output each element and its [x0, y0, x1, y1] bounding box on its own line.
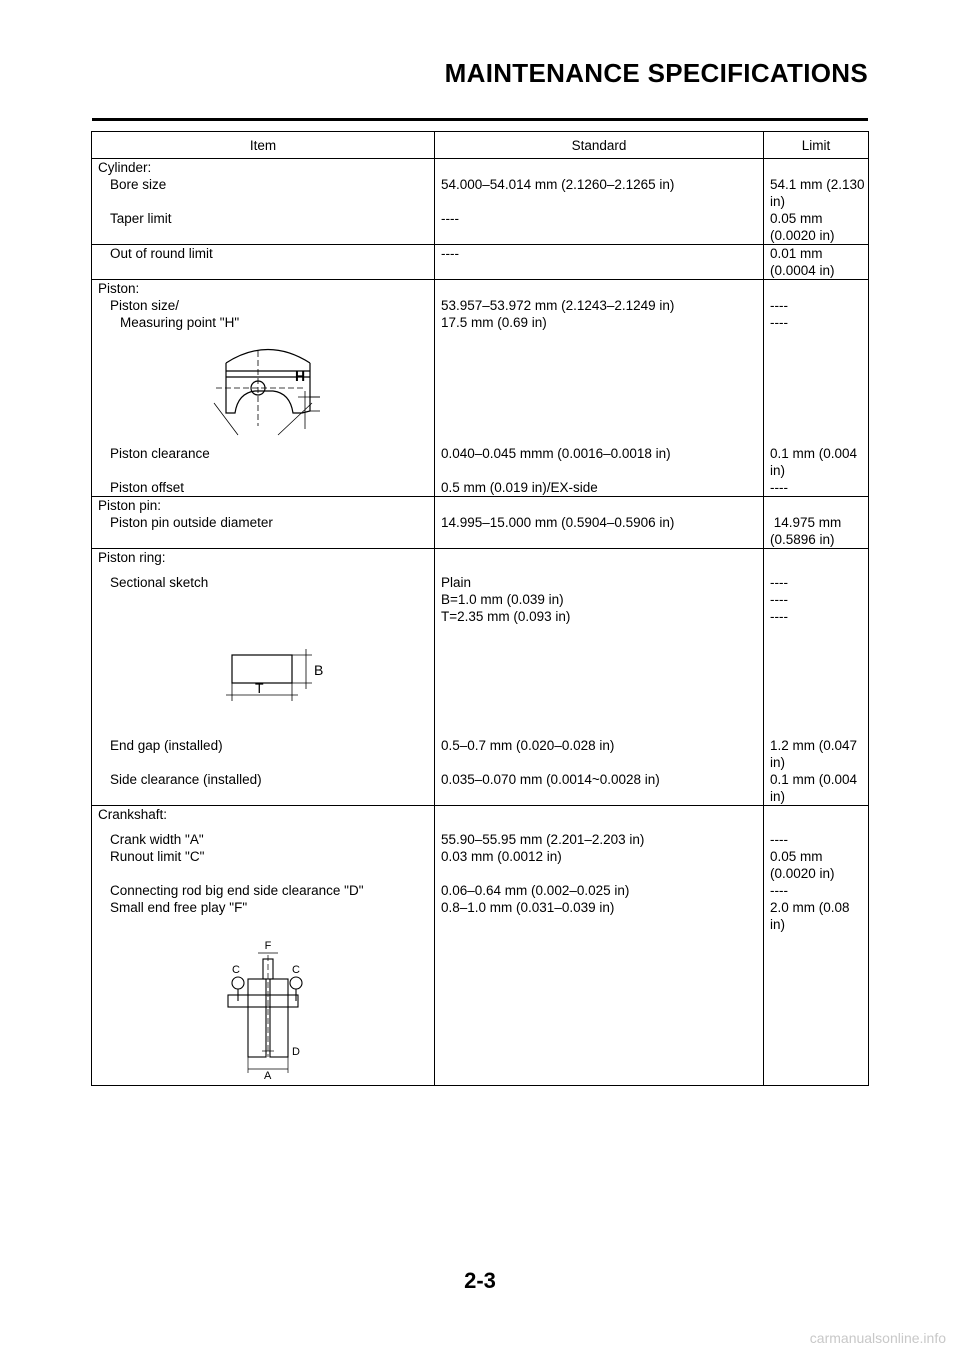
- crankshaft-diagram: [98, 933, 428, 1081]
- standard-cell: 17.5 mm (0.69 in): [435, 314, 764, 331]
- section-row: [92, 497, 869, 515]
- table-row: [92, 297, 869, 314]
- item-cell: Piston size/: [92, 297, 435, 314]
- table-row: [92, 514, 869, 549]
- table-row: [92, 591, 869, 608]
- diagram-label-t: T: [255, 680, 264, 696]
- table-row: [92, 445, 869, 479]
- standard-cell: ----: [435, 245, 764, 280]
- item-cell: Sectional sketch: [92, 574, 435, 591]
- col-header-standard: Standard: [435, 132, 764, 159]
- limit-cell: ----: [764, 591, 869, 608]
- diagram-label-h: H: [295, 368, 306, 384]
- standard-cell: 0.5–0.7 mm (0.020–0.028 in): [435, 737, 764, 771]
- limit-cell: 1.2 mm (0.047 in): [764, 737, 869, 771]
- standard-cell: 55.90–55.95 mm (2.201–2.203 in): [435, 831, 764, 848]
- standard-cell: 0.8–1.0 mm (0.031–0.039 in): [435, 899, 764, 933]
- standard-cell: 54.000–54.014 mm (2.1260–2.1265 in): [435, 176, 764, 210]
- item-cell: Connecting rod big end side clearance "D": [92, 882, 435, 899]
- standard-cell: 0.03 mm (0.0012 in): [435, 848, 764, 882]
- item-cell: Crank width "A": [92, 831, 435, 848]
- col-header-item: Item: [92, 132, 435, 159]
- limit-cell: 14.975 mm (0.5896 in): [764, 514, 869, 549]
- limit-cell: ----: [764, 882, 869, 899]
- section-row: [92, 806, 869, 832]
- limit-cell: 2.0 mm (0.08 in): [764, 899, 869, 933]
- figure-row: [92, 933, 869, 1086]
- diagram-label-c-left: C: [232, 964, 240, 976]
- limit-cell: ----: [764, 297, 869, 314]
- table-row: [92, 176, 869, 210]
- diagram-label-c-right: C: [292, 964, 300, 976]
- item-cell: Runout limit "C": [92, 848, 435, 882]
- limit-cell: 54.1 mm (2.130 in): [764, 176, 869, 210]
- section-row: [92, 549, 869, 575]
- standard-cell: Plain: [435, 574, 764, 591]
- watermark: carmanualsonline.info: [809, 1330, 946, 1346]
- item-cell: Out of round limit: [92, 245, 435, 280]
- diagram-label-d: D: [292, 1046, 300, 1058]
- diagram-label-f: F: [264, 940, 272, 952]
- table-row: [92, 245, 869, 280]
- standard-cell: ----: [435, 210, 764, 245]
- table-row: [92, 831, 869, 848]
- col-header-limit: Limit: [764, 132, 869, 159]
- limit-cell: 0.01 mm (0.0004 in): [764, 245, 869, 280]
- standard-cell: 0.035–0.070 mm (0.0014~0.0028 in): [435, 771, 764, 806]
- diagram-label-b: B: [314, 662, 324, 678]
- limit-cell: 0.1 mm (0.004 in): [764, 445, 869, 479]
- table-row: [92, 899, 869, 933]
- table-row: [92, 737, 869, 771]
- item-cell: Measuring point "H": [92, 314, 435, 331]
- item-cell: Piston offset: [92, 479, 435, 497]
- table-row: [92, 574, 869, 591]
- ring-section-diagram: [98, 625, 428, 733]
- diagram-label-a: A: [264, 1070, 272, 1081]
- standard-cell: 14.995–15.000 mm (0.5904–0.5906 in): [435, 514, 764, 549]
- title-rule: [92, 118, 868, 121]
- item-cell: End gap (installed): [92, 737, 435, 771]
- item-cell: Taper limit: [92, 210, 435, 245]
- section-label: Crankshaft:: [92, 806, 435, 832]
- table-row: [92, 210, 869, 245]
- standard-cell: 53.957–53.972 mm (2.1243–2.1249 in): [435, 297, 764, 314]
- table-header: [92, 132, 869, 159]
- item-cell: Bore size: [92, 176, 435, 210]
- standard-cell: 0.040–0.045 mmm (0.0016–0.0018 in): [435, 445, 764, 479]
- limit-cell: 0.1 mm (0.004 in): [764, 771, 869, 806]
- limit-cell: ----: [764, 608, 869, 625]
- limit-cell: ----: [764, 831, 869, 848]
- table-row: [92, 771, 869, 806]
- standard-cell: 0.5 mm (0.019 in)/EX-side: [435, 479, 764, 497]
- section-label: Piston pin:: [92, 497, 435, 515]
- piston-diagram: [98, 331, 428, 441]
- limit-cell: 0.05 mm (0.0020 in): [764, 848, 869, 882]
- figure-row: [92, 331, 869, 445]
- section-label: Piston:: [92, 280, 435, 298]
- table-row: [92, 479, 869, 497]
- item-cell: Piston clearance: [92, 445, 435, 479]
- limit-cell: ----: [764, 479, 869, 497]
- section-label: Cylinder:: [92, 159, 435, 177]
- table-row: [92, 608, 869, 625]
- item-cell: Piston pin outside diameter: [92, 514, 435, 549]
- section-label: Piston ring:: [92, 549, 435, 575]
- item-cell: Small end free play "F": [92, 899, 435, 933]
- spec-table: [91, 131, 869, 1086]
- limit-cell: 0.05 mm (0.0020 in): [764, 210, 869, 245]
- limit-cell: ----: [764, 314, 869, 331]
- standard-cell: 0.06–0.64 mm (0.002–0.025 in): [435, 882, 764, 899]
- page-number: 2-3: [464, 1268, 496, 1293]
- limit-cell: ----: [764, 574, 869, 591]
- standard-cell: B=1.0 mm (0.039 in): [435, 591, 764, 608]
- table-row: [92, 848, 869, 882]
- section-row: [92, 280, 869, 298]
- item-cell: Side clearance (installed): [92, 771, 435, 806]
- standard-cell: T=2.35 mm (0.093 in): [435, 608, 764, 625]
- table-row: [92, 882, 869, 899]
- table-row: [92, 314, 869, 331]
- figure-row: [92, 625, 869, 737]
- page-title: MAINTENANCE SPECIFICATIONS: [444, 58, 868, 88]
- section-row: [92, 159, 869, 177]
